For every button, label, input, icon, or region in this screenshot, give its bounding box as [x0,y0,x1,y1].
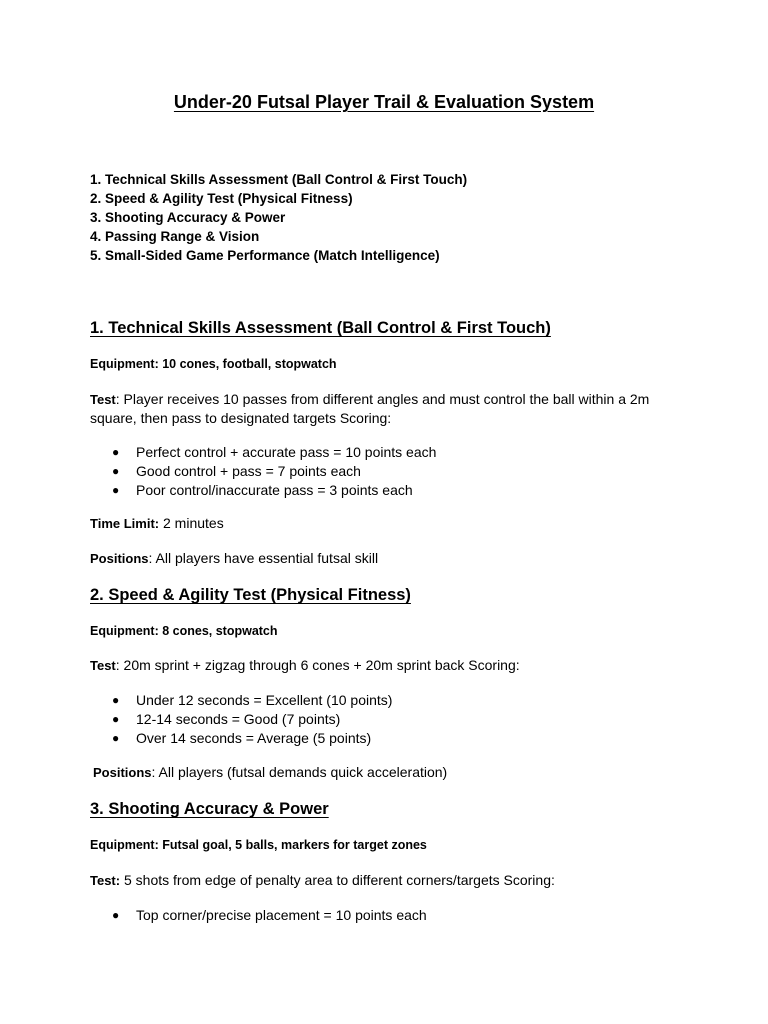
equipment-line: Equipment: 8 cones, stopwatch [90,624,278,638]
list-item-text: Under 12 seconds = Excellent (10 points) [136,692,393,708]
list-item-text: Good control + pass = 7 points each [136,463,361,479]
equipment-line: Equipment: Futsal goal, 5 balls, markers for target zones [90,838,427,852]
positions [93,763,693,782]
test-label: Test: [90,873,121,888]
document-title: Under-20 Futsal Player Trail & Evaluation System [173,92,595,112]
toc-item: 4. Passing Range & Vision [90,229,260,244]
bullet-icon: ● [112,731,120,745]
bullet-icon: ● [112,445,120,459]
test-text: : 20m sprint + zigzag through 6 cones + 20m sprint back Scoring: [115,657,520,673]
table-of-contents [90,170,467,265]
list-item [108,729,392,748]
toc-item: 2. Speed & Agility Test (Physical Fitness) [90,191,353,206]
bullet-icon: ● [112,712,120,726]
test-text: : Player receives 10 passes from different angles and must control the ball within a 2m square, then pass to designated targets Scoring: [90,391,650,426]
list-item [108,906,427,925]
positions-text: : All players (futsal demands quick acceleration) [151,764,448,780]
scoring-list [108,691,392,748]
bullet-icon: ● [112,483,120,497]
list-item-text: Perfect control + accurate pass = 10 points each [136,444,437,460]
list-item-text: Over 14 seconds = Average (5 points) [136,730,372,746]
time-limit [90,514,690,533]
test-description [90,656,690,675]
list-item [108,691,392,710]
list-item [108,462,436,481]
positions [90,549,690,568]
section-heading: 1. Technical Skills Assessment (Ball Control & First Touch) [90,319,551,337]
list-item [108,481,436,500]
bullet-icon: ● [112,464,120,478]
scoring-list [108,443,436,500]
scoring-list [108,906,427,925]
section-heading: 2. Speed & Agility Test (Physical Fitness) [90,586,411,604]
bullet-icon: ● [112,908,120,922]
toc-item: 3. Shooting Accuracy & Power [90,210,286,225]
list-item-text: Poor control/inaccurate pass = 3 points each [136,482,413,498]
toc-item: 5. Small-Sided Game Performance (Match Intelligence) [90,248,440,263]
equipment-line: Equipment: 10 cones, football, stopwatch [90,357,337,371]
bullet-icon: ● [112,693,120,707]
positions-label: Positions [90,551,149,566]
toc-item: 1. Technical Skills Assessment (Ball Control & First Touch) [90,172,468,187]
positions-label: Positions [93,765,152,780]
test-description [90,390,690,428]
test-label: Test [90,658,116,673]
positions-text: : All players have essential futsal skill [148,550,379,566]
list-item-text: 12-14 seconds = Good (7 points) [136,711,341,727]
test-label: Test [90,392,116,407]
list-item [108,710,392,729]
test-text: 5 shots from edge of penalty area to different corners/targets Scoring: [120,872,555,888]
time-limit-label: Time Limit: [90,516,160,531]
time-limit-text: 2 minutes [159,515,224,531]
list-item [108,443,436,462]
test-description [90,871,690,890]
section-heading: 3. Shooting Accuracy & Power [90,800,329,818]
list-item-text: Top corner/precise placement = 10 points each [136,907,427,923]
